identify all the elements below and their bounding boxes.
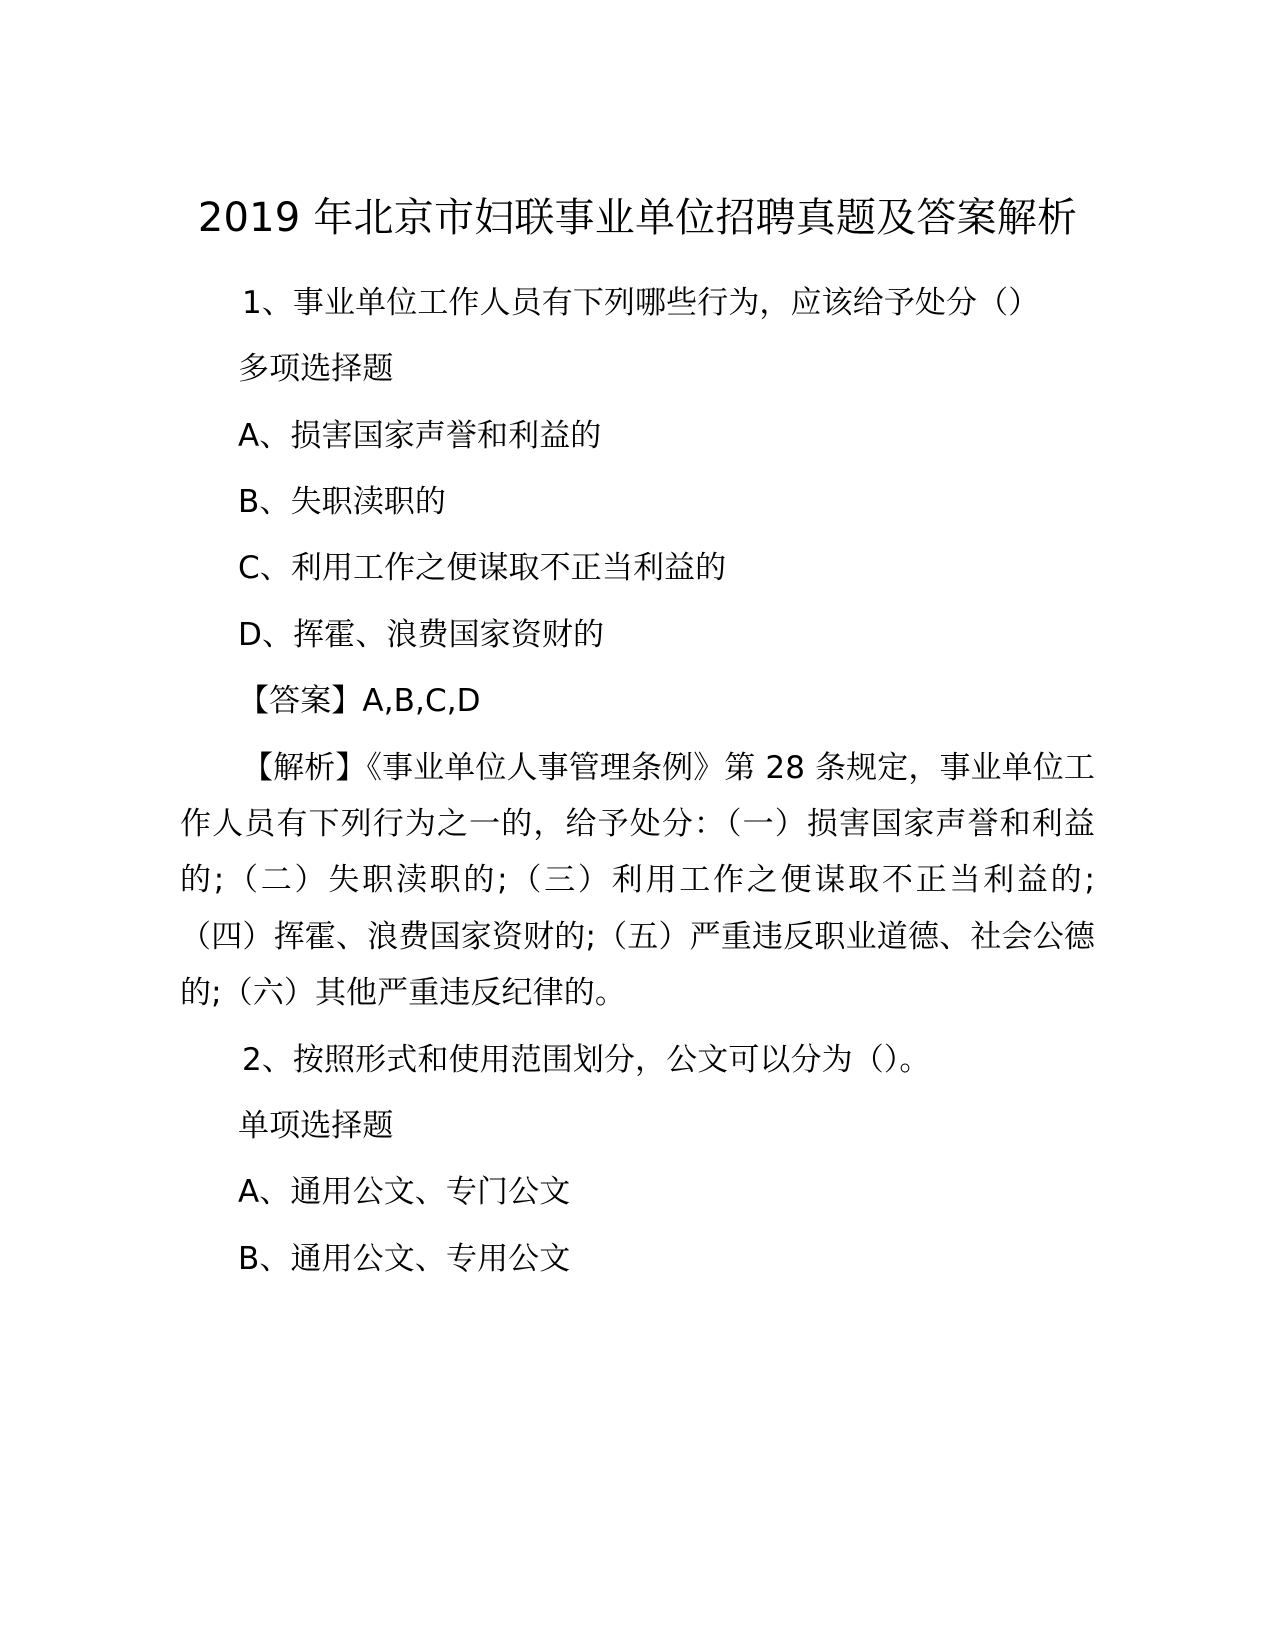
spacer	[180, 398, 1095, 408]
spacer	[180, 1154, 1095, 1164]
explanation-text: 【解析】《事业单位人事管理条例》第 28 条规定，事业单位工作人员有下列行为之一的，给予处分：（一）损害国家声誉和利益的;（二）失职渎职的;（三）利用工作之便谋取不正当利益的;（四）挥霍、浪费国家资财的;（五）严重违反职业道德、社会公德的;（六）其他严重违反纪律的。	[180, 749, 1095, 1012]
spacer	[180, 331, 1095, 341]
question-type-label: 多项选择题	[238, 351, 394, 388]
option-a[interactable]: A、通用公文、专门公文	[238, 1174, 571, 1211]
spacer	[180, 730, 1095, 740]
option-b[interactable]: B、通用公文、专用公文	[238, 1240, 571, 1277]
option-a[interactable]: A、损害国家声誉和利益的	[238, 417, 602, 454]
option-c[interactable]: C、利用工作之便谋取不正当利益的	[238, 550, 727, 587]
question-stem: 1、事业单位工作人员有下列哪些行为，应该给予处分（）	[242, 284, 1040, 321]
question-block-1	[180, 275, 1095, 1022]
spacer	[180, 597, 1095, 607]
spacer	[180, 1221, 1095, 1231]
answer-line: 【答案】A,B,C,D	[238, 683, 481, 720]
spacer	[180, 1022, 1095, 1032]
page-title: 2019 年北京市妇联事业单位招聘真题及答案解析	[197, 195, 1078, 241]
spacer	[180, 259, 1095, 275]
spacer	[180, 663, 1095, 673]
spacer	[180, 464, 1095, 474]
question-type-label: 单项选择题	[238, 1108, 394, 1145]
option-d[interactable]: D、挥霍、浪费国家资财的	[238, 616, 605, 653]
option-b[interactable]: B、失职渎职的	[238, 484, 446, 521]
spacer	[180, 1088, 1095, 1098]
spacer	[180, 530, 1095, 540]
question-block-2	[180, 1032, 1095, 1288]
question-stem: 2、按照形式和使用范围划分，公文可以分为（）。	[242, 1041, 931, 1078]
